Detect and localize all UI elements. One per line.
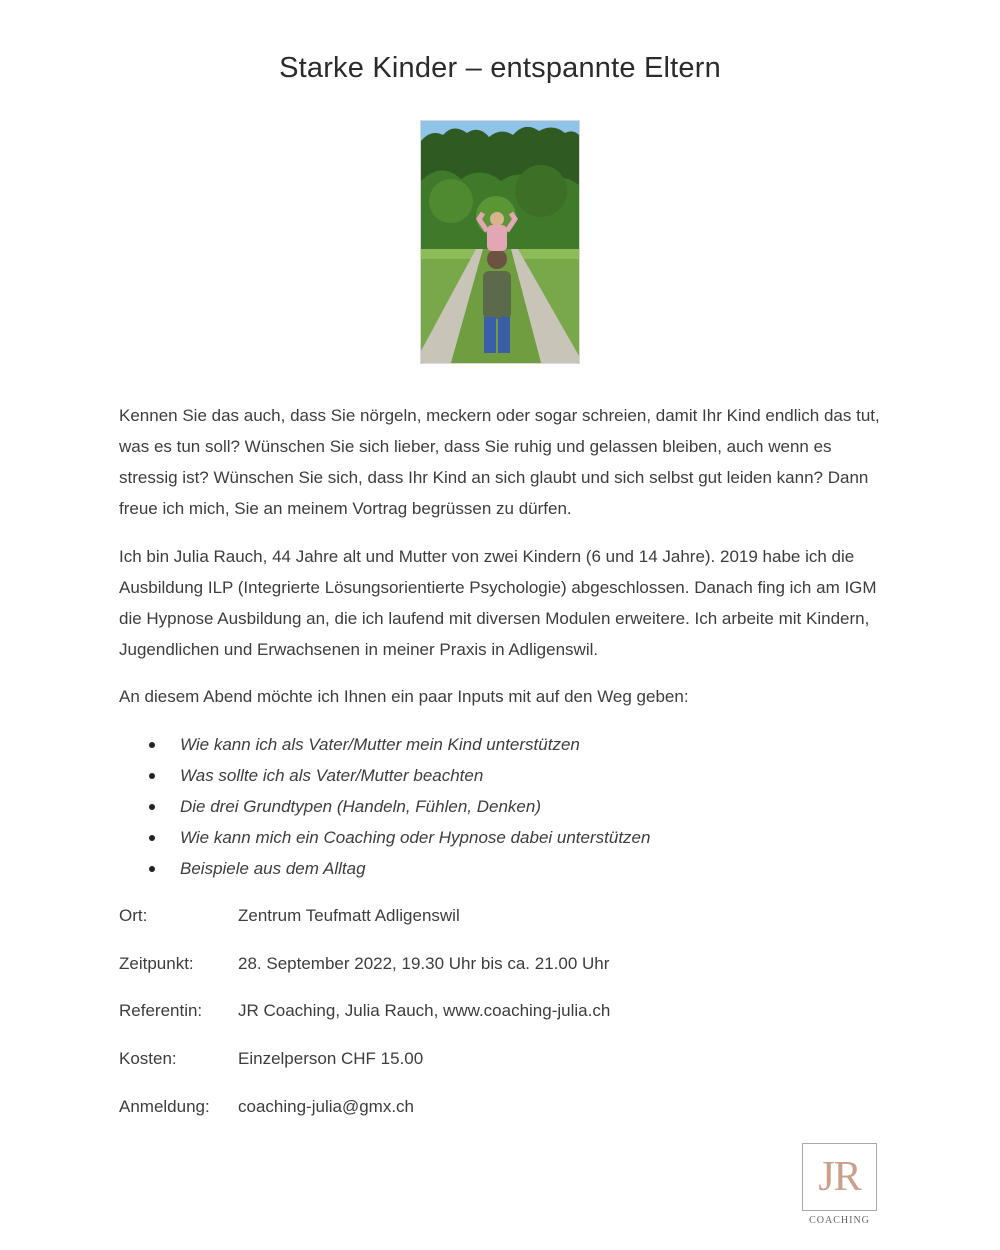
info-label: Referentin: <box>119 1001 203 1020</box>
bullet-icon <box>149 773 155 779</box>
about-paragraph: Ich bin Julia Rauch, 44 Jahre alt und Mutter von zwei Kindern (6 und 14 Jahre). 2019 habe ich die Ausbildung ILP (Integrierte Lösungsorientierte Psychologie) abgeschlossen. Danach fing ich am IGM die Hypnose Ausbildung an, die ich laufend mit diversen Modulen erweitere. Ich arbeite mit Kindern, Jugendlichen und Erwachsenen in meiner Praxis in Adligenswil. <box>119 547 877 659</box>
info-speaker <box>119 996 819 1026</box>
info-label: Kosten: <box>119 1049 177 1068</box>
list-item: Wie kann mich ein Coaching oder Hypnose dabei unterstützen <box>119 822 819 853</box>
info-label: Anmeldung: <box>119 1097 210 1116</box>
bullet-icon <box>149 835 155 841</box>
jr-coaching-logo <box>802 1143 877 1211</box>
family-photo <box>420 120 580 364</box>
list-item: Beispiele aus dem Alltag <box>119 853 819 884</box>
info-value: Zentrum Teufmatt Adligenswil <box>238 906 460 925</box>
info-label: Zeitpunkt: <box>119 954 194 973</box>
topic-list <box>119 729 819 884</box>
page-title: Starke Kinder – entspannte Eltern <box>279 52 721 84</box>
info-time <box>119 949 819 979</box>
bullet-icon <box>149 804 155 810</box>
bullet-icon <box>149 742 155 748</box>
info-value: Einzelperson CHF 15.00 <box>238 1049 424 1068</box>
info-value: coaching-julia@gmx.ch <box>238 1097 415 1116</box>
intro-paragraph: Kennen Sie das auch, dass Sie nörgeln, meckern oder sogar schreien, damit Ihr Kind endlich das tut, was es tun soll? Wünschen Sie sich lieber, dass Sie ruhig und gelassen bleiben, auch wenn es stressig ist? Wünschen Sie sich, dass Ihr Kind an sich glaubt und sich selbst gut leiden kann? Dann freue ich mich, Sie an meinem Vortrag begrüssen zu dürfen. <box>119 406 880 518</box>
logo-subtitle: COACHING <box>809 1215 870 1226</box>
bullet-icon <box>149 866 155 872</box>
info-value: 28. September 2022, 19.30 Uhr bis ca. 21.00 Uhr <box>238 954 610 973</box>
info-label: Ort: <box>119 906 148 925</box>
info-registration <box>119 1092 819 1122</box>
logo-mark: JR <box>818 1154 861 1200</box>
info-value: JR Coaching, Julia Rauch, www.coaching-julia.ch <box>238 1001 611 1020</box>
list-item: Was sollte ich als Vater/Mutter beachten <box>119 760 819 791</box>
inputs-intro: An diesem Abend möchte ich Ihnen ein paar Inputs mit auf den Weg geben: <box>119 687 689 706</box>
list-item: Die drei Grundtypen (Handeln, Fühlen, Denken) <box>119 791 819 822</box>
info-location <box>119 901 819 931</box>
list-item: Wie kann ich als Vater/Mutter mein Kind unterstützen <box>119 729 819 760</box>
info-cost <box>119 1044 819 1074</box>
